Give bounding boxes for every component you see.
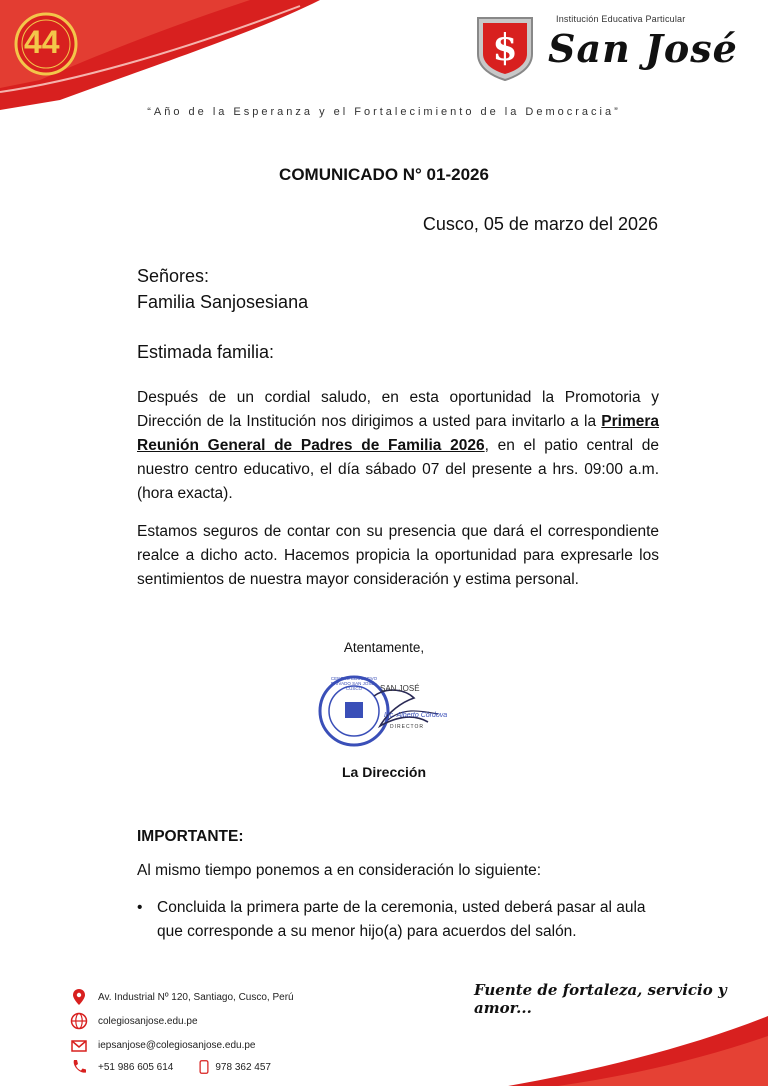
bullet-marker: • bbox=[137, 899, 143, 916]
seal-ring-text: CENTRO EDUCATIVO PRIVADO SAN JOSÉ - CUSCO bbox=[330, 676, 378, 691]
footer-address bbox=[70, 988, 294, 1006]
signatory: La Dirección bbox=[341, 764, 427, 780]
paragraph-invitation-end: , en el patio central de nuestro centro educativo, el día sábado 07 del presente a hrs. 09:00 a.m. (hora exacta). bbox=[137, 437, 659, 502]
email-link[interactable]: iepsanjose@colegiosanjose.edu.pe bbox=[98, 1039, 256, 1051]
svg-text:$: $ bbox=[492, 27, 518, 69]
footer-email bbox=[70, 1036, 256, 1054]
phone-icon bbox=[70, 1058, 88, 1076]
event-name-highlight: Primera Reunión General de Padres de Familia 2026 bbox=[137, 413, 659, 454]
official-seal-signature bbox=[318, 668, 450, 754]
document-title: COMUNICADO N° 01-2026 bbox=[279, 165, 489, 184]
signer-role: DIRECTOR bbox=[390, 724, 425, 730]
school-shield-logo bbox=[474, 14, 536, 82]
important-bullet-item bbox=[137, 896, 659, 944]
document-date: Cusco, 05 de marzo del 2026 bbox=[422, 214, 658, 234]
mail-icon bbox=[70, 1036, 88, 1054]
important-bullet-text: Concluida la primera parte de la ceremonia, usted deberá pasar al aula que corresponde a su menor hijo(a) para acuerdos del salón. bbox=[157, 899, 646, 940]
addressee-line-1: Señores: bbox=[137, 266, 210, 286]
anniversary-badge bbox=[10, 8, 82, 80]
seal-school-name: SAN JOSÉ bbox=[380, 684, 420, 693]
important-intro: Al mismo tiempo ponemos a en consideración lo siguiente: bbox=[137, 862, 542, 879]
location-pin-icon bbox=[70, 988, 88, 1006]
footer-website bbox=[70, 1012, 198, 1030]
footer-phones bbox=[70, 1058, 271, 1076]
school-name-logotype: San José bbox=[548, 26, 738, 71]
important-heading: IMPORTANTE: bbox=[137, 828, 244, 845]
slogan: Fuente de fortaleza, servicio y amor... bbox=[474, 981, 727, 1017]
phone-number[interactable]: +51 986 605 614 bbox=[98, 1061, 174, 1073]
mobile-phone-icon bbox=[197, 1058, 211, 1076]
mobile-number[interactable]: 978 362 457 bbox=[215, 1061, 271, 1073]
addressee-line-2: Familia Sanjosesiana bbox=[137, 292, 309, 312]
signer-name: Lic. Alberto Córdova bbox=[384, 712, 448, 719]
closing-salutation: Atentamente, bbox=[343, 640, 425, 655]
greeting: Estimada familia: bbox=[137, 342, 275, 362]
anniversary-number: 44 bbox=[24, 24, 60, 60]
paragraph-closing-remarks: Estamos seguros de contar con su presencia que dará el correspondiente realce a dicho acto. Hacemos propicia la oportunidad para expresarle los sentimientos de nuestra mayor consideración y estima personal. bbox=[137, 523, 659, 588]
website-link[interactable]: colegiosanjose.edu.pe bbox=[98, 1015, 198, 1027]
institution-type-label: Institución Educativa Particular bbox=[556, 14, 686, 24]
paragraph-invitation-start: Después de un cordial saludo, en esta oportunidad la Promotoria y Dirección de la Institución nos dirigimos a usted para invitarlo a la bbox=[137, 389, 659, 430]
year-motto: “Año de la Esperanza y el Fortalecimiento de la Democracia” bbox=[147, 106, 621, 118]
globe-icon bbox=[70, 1012, 88, 1030]
address-text: Av. Industrial Nº 120, Santiago, Cusco, Perú bbox=[98, 991, 294, 1003]
paragraph-invitation bbox=[137, 386, 659, 506]
